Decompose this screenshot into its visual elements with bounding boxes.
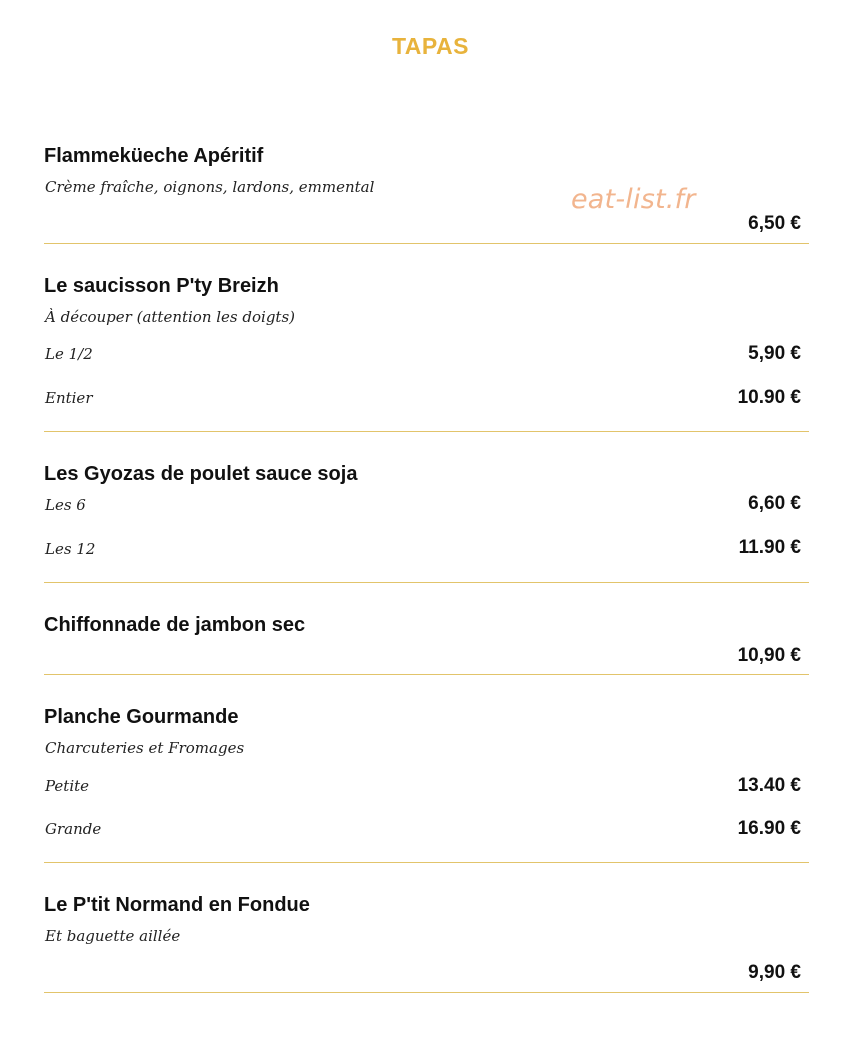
option-price: 10.90 € [737,387,801,408]
item-description: Et baguette aillée [45,927,181,945]
item-price: 9,90 € [748,962,801,983]
option-price: 13.40 € [737,775,801,796]
item-name: Planche Gourmande [44,706,239,728]
watermark: eat-list.fr [571,184,696,215]
option-label: Grande [45,820,102,838]
menu-item [44,270,809,432]
item-description: Crème fraîche, oignons, lardons, emmental [45,178,375,196]
option-price: 16.90 € [737,818,801,839]
item-name: Flammeküeche Apéritif [44,145,264,167]
section-title: TAPAS [391,33,470,59]
option-label: Entier [45,389,93,407]
item-price: 6,50 € [748,213,801,234]
menu-item [44,140,809,244]
menu-item [44,889,809,993]
option-price: 5,90 € [748,343,801,364]
option-price: 11.90 € [738,537,801,558]
item-description: À découper (attention les doigts) [45,308,296,326]
menu-item [44,701,809,863]
item-name: Le saucisson P'ty Breizh [44,275,279,297]
item-price: 10,90 € [737,645,801,666]
item-name: Le P'tit Normand en Fondue [44,894,310,916]
option-label: Le 1/2 [45,345,93,363]
menu-item [44,609,809,675]
item-description: Charcuteries et Fromages [45,739,245,757]
menu-item [44,458,809,583]
option-label: Les 6 [45,496,86,514]
option-label: Les 12 [45,540,96,558]
item-name: Chiffonnade de jambon sec [44,614,306,636]
option-price: 6,60 € [748,493,801,514]
option-label: Petite [45,777,90,795]
item-name: Les Gyozas de poulet sauce soja [44,463,358,485]
